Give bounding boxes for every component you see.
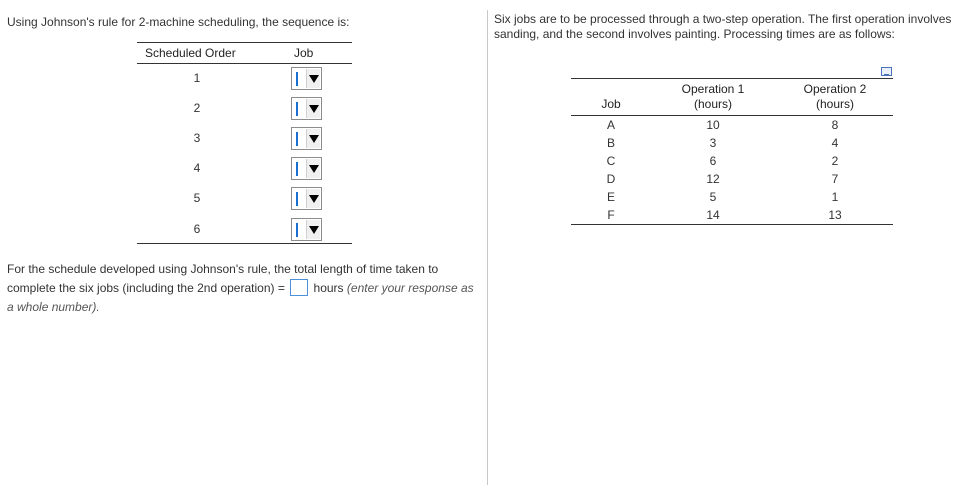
cell-op1: 10 (706, 118, 720, 132)
header-op1-line2: (hours) (693, 97, 732, 111)
job-select-4[interactable] (291, 157, 322, 180)
dropdown-arrow-icon[interactable] (306, 69, 320, 88)
cell-op1: 6 (709, 154, 717, 168)
header-op2-line2: (hours) (815, 97, 854, 111)
table-row (571, 134, 893, 152)
cell-job: E (606, 190, 615, 204)
problem-description: Six jobs are to be processed through a two-step operation. The first operation involves sanding, and the second involves painting. Processing times are as follows: (494, 12, 952, 41)
cell-op2: 7 (831, 172, 839, 186)
schedule-row (137, 97, 352, 119)
schedule-row (137, 67, 352, 89)
cell-op1: 12 (706, 172, 720, 186)
dropdown-arrow-icon[interactable] (306, 220, 320, 239)
job-select-3[interactable] (291, 127, 322, 150)
header-job: Job (601, 97, 621, 111)
table-bottom-rule (571, 224, 893, 225)
schedule-row (137, 157, 352, 179)
order-number: 6 (193, 222, 201, 236)
header-op2 (777, 82, 893, 112)
cell-op2: 13 (828, 208, 842, 222)
header-scheduled-order: Scheduled Order (145, 46, 236, 60)
order-number: 5 (193, 191, 201, 205)
processing-times-header (571, 78, 893, 116)
schedule-row (137, 218, 352, 240)
total-time-question (7, 260, 482, 317)
cell-job: F (607, 208, 615, 222)
schedule-row (137, 127, 352, 149)
table-row (571, 188, 893, 206)
question-text: For the schedule developed using Johnson's rule, the total length of time taken to complete the six jobs (including the 2nd operation) = (7, 262, 439, 295)
cell-job: C (606, 154, 616, 168)
order-number: 3 (193, 131, 201, 145)
order-number: 1 (193, 71, 201, 85)
print-icon[interactable] (881, 67, 892, 76)
dropdown-arrow-icon[interactable] (306, 159, 320, 178)
cell-op1: 14 (706, 208, 720, 222)
sequence-prompt: Using Johnson's rule for 2-machine scheduling, the sequence is: (7, 15, 350, 29)
job-select-6[interactable] (291, 218, 322, 241)
table-row (571, 170, 893, 188)
cell-job: D (606, 172, 616, 186)
header-op1 (653, 82, 773, 112)
cell-op1: 5 (709, 190, 717, 204)
cell-op2: 1 (831, 190, 839, 204)
schedule-table-header (137, 42, 352, 64)
table-row (571, 116, 893, 134)
cell-job: A (606, 118, 615, 132)
schedule-row (137, 187, 352, 209)
job-select-2[interactable] (291, 97, 322, 120)
cell-op2: 4 (831, 136, 839, 150)
cell-op2: 2 (831, 154, 839, 168)
processing-times-table (571, 78, 893, 222)
table-bottom-rule (137, 243, 352, 244)
unit-text: hours (313, 281, 344, 295)
job-select-1[interactable] (291, 67, 322, 90)
dropdown-arrow-icon[interactable] (306, 129, 320, 148)
header-op1-line1: Operation 1 (681, 82, 745, 96)
total-time-input[interactable] (290, 279, 308, 296)
right-pane (488, 0, 964, 485)
table-row (571, 152, 893, 170)
table-row (571, 206, 893, 224)
header-op2-line1: Operation 2 (803, 82, 867, 96)
job-select-5[interactable] (291, 187, 322, 210)
cell-op2: 8 (831, 118, 839, 132)
order-number: 2 (193, 101, 201, 115)
schedule-table (137, 42, 352, 236)
header-job: Job (294, 46, 314, 60)
order-number: 4 (193, 161, 201, 175)
dropdown-arrow-icon[interactable] (306, 99, 320, 118)
hint-text: (enter your response as a whole number). (7, 281, 474, 314)
dropdown-arrow-icon[interactable] (306, 189, 320, 208)
cell-op1: 3 (709, 136, 717, 150)
cell-job: B (606, 136, 615, 150)
